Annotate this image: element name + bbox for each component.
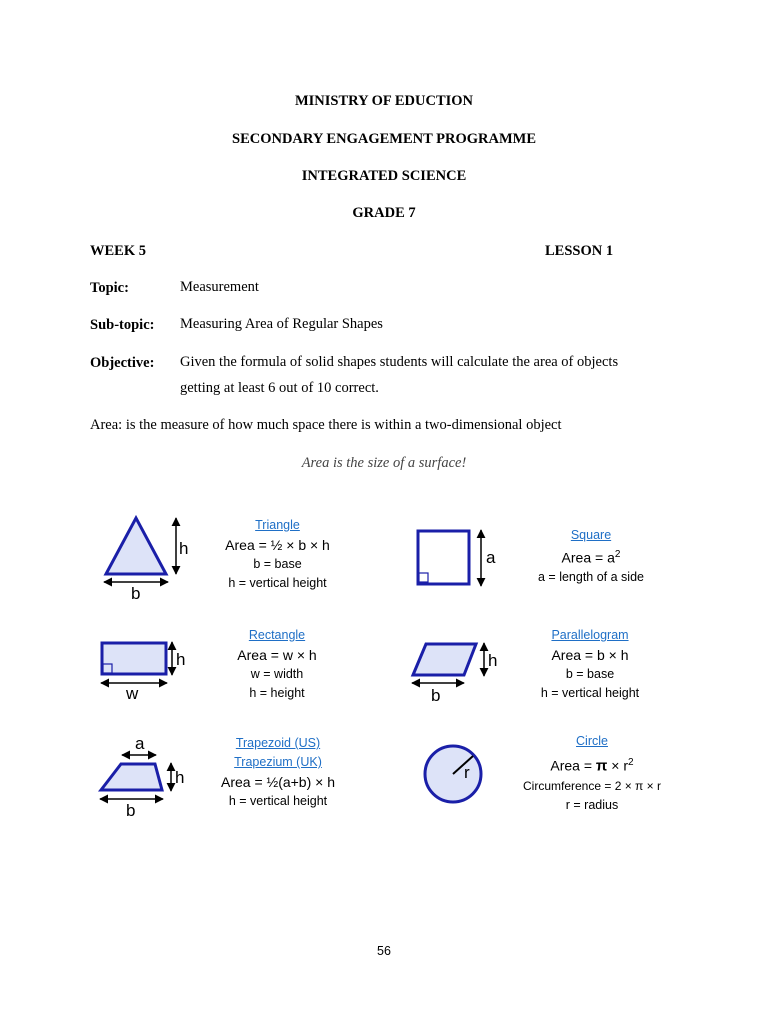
square-area-formula: Area = $a^2$ (561, 549, 621, 566)
trapezoid-formula (208, 734, 348, 811)
rectangle-label-h: h (176, 650, 186, 669)
trapezoid-label-a: a (135, 734, 145, 753)
circle-circumference-formula: Circumference = 2 × π × r (523, 778, 661, 793)
trapezoid-label-h: h (175, 768, 185, 787)
circle-diagram (416, 736, 496, 811)
triangle-label-b: b (131, 584, 141, 603)
topic-value: Measurement (180, 279, 259, 295)
circle-formula (510, 732, 674, 815)
rectangle-formula (212, 626, 342, 703)
trapezoid-name-us-link[interactable]: Trapezoid (US) (235, 736, 321, 750)
objective-line-1: Given the formula of solid shapes students will calculate the area of objects (180, 354, 619, 370)
trapezoid-area-formula: Area = ½(a+b) × h (220, 774, 336, 790)
triangle-area-formula: Area = ½ × b × h (225, 537, 330, 553)
parallelogram-area-formula: Area = b × h (551, 647, 629, 663)
triangle-label-h: h (179, 539, 189, 558)
parallelogram-name-link[interactable]: Parallelogram (551, 628, 629, 642)
triangle-shape (106, 518, 166, 574)
topic-label: Topic: (90, 280, 129, 296)
ministry-title: MINISTRY OF EDUCTION (294, 93, 474, 109)
rectangle-name-link[interactable]: Rectangle (248, 628, 306, 642)
circle-label-r: r (464, 763, 470, 782)
parallelogram-diagram (404, 630, 514, 710)
circle-radius-def: r = radius (565, 797, 619, 812)
grade-title: GRADE 7 (352, 205, 416, 221)
parallelogram-label-b: b (431, 686, 441, 705)
area-definition: Area: is the measure of how much space there is within a two-dimensional object (90, 417, 562, 433)
rectangle-area-formula: Area = w × h (237, 647, 317, 663)
parallelogram-height-def: h = vertical height (540, 686, 640, 700)
rectangle-label-w: w (126, 684, 139, 703)
square-diagram (408, 520, 508, 600)
rectangle-width-def: w = width (250, 667, 304, 681)
trapezoid-diagram (94, 732, 204, 822)
square-side-def: a = length of a side (538, 569, 644, 584)
subtopic-label: Sub-topic: (90, 317, 155, 333)
trapezoid-name-uk-link[interactable]: Trapezium (UK) (234, 755, 322, 769)
week-label: WEEK 5 (90, 243, 146, 259)
trapezoid-height-def: h = vertical height (228, 794, 328, 808)
parallelogram-base-def: b = base (565, 667, 615, 681)
square-label-a: a (486, 548, 496, 567)
trapezoid-label-b: b (126, 801, 136, 820)
subject-title: INTEGRATED SCIENCE (301, 168, 467, 184)
circle-name-link[interactable]: Circle (576, 734, 608, 748)
parallelogram-label-h: h (488, 651, 498, 670)
triangle-name-link[interactable]: Triangle (255, 518, 300, 532)
trapezoid-shape (101, 764, 162, 790)
triangle-diagram (96, 510, 196, 605)
objective-line-2: getting at least 6 out of 10 correct. (180, 380, 379, 396)
rectangle-diagram (94, 630, 204, 710)
programme-title: SECONDARY ENGAGEMENT PROGRAMME (232, 131, 536, 147)
area-tagline: Area is the size of a surface! (301, 455, 467, 471)
triangle-base-def: b = base (253, 557, 302, 571)
square-name-link[interactable]: Square (570, 528, 612, 542)
triangle-height-def: h = vertical height (228, 576, 327, 590)
rectangle-height-def: h = height (249, 686, 305, 700)
square-formula (520, 526, 662, 587)
page-number: 56 (377, 944, 391, 958)
subtopic-value: Measuring Area of Regular Shapes (180, 316, 383, 332)
lesson-label: LESSON 1 (545, 243, 614, 259)
objective-label: Objective: (90, 355, 155, 371)
triangle-formula (210, 516, 345, 593)
circle-area-formula: Area = $\pi \times r^2$ (550, 757, 634, 775)
parallelogram-formula (530, 626, 650, 703)
parallelogram-shape (413, 644, 476, 675)
square-shape (418, 531, 469, 584)
